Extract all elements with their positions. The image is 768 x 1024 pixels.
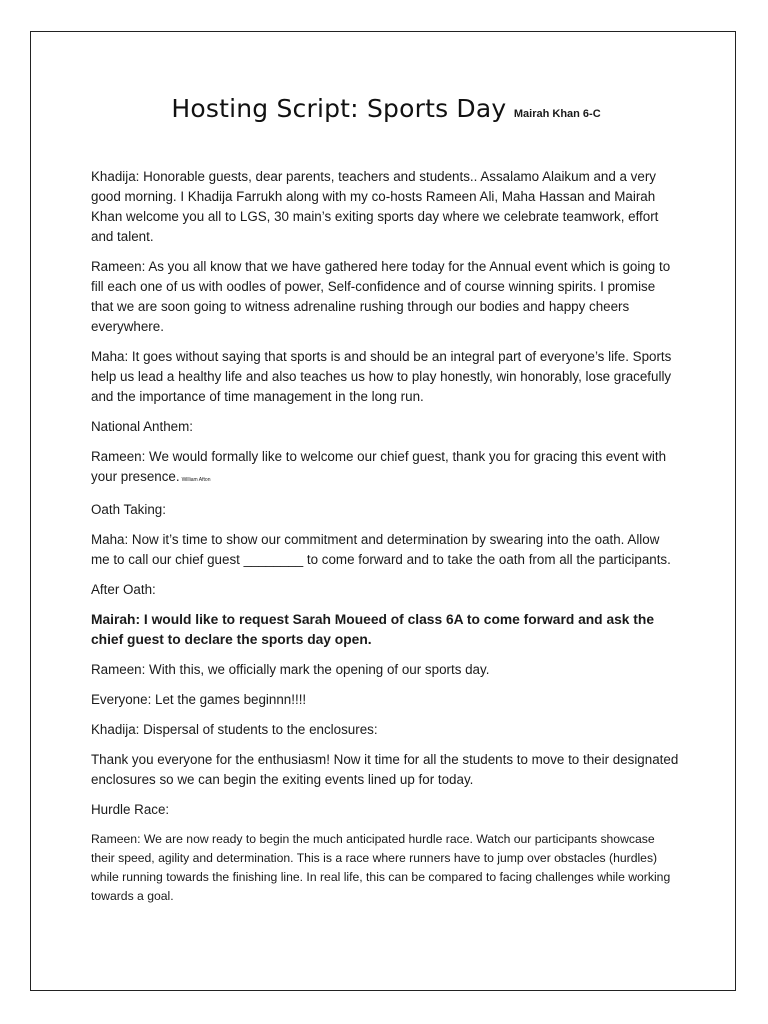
paragraph-everyone: Everyone: Let the games beginnn!!!! (91, 692, 307, 707)
author-label: Mairah Khan 6-C (513, 108, 601, 120)
paragraph-oath: Maha: Now it’s time to show our commitment and determination by swearing into the oath. Allow me to call our chief guest ________ to come forward and to take the oath from all the participants. (91, 532, 671, 567)
paragraph-khadija-intro: Khadija: Honorable guests, dear parents, teachers and students.. Assalamo Alaikum and a very good morning. I Khadija Farrukh along with my co-hosts Rameen Ali, Maha Hassan and Mairah Khan welcome you all to LGS, 30 main’s exiting sports day where we celebrate teamwork, effort and talent. (91, 169, 659, 244)
paragraph-maha-intro: Maha: It goes without saying that sports is and should be an integral part of everyone’s life. Sports help us lead a healthy life and also teaches us how to play honestly, win honorably, lose gracefully and the importance of time management in the long run. (91, 349, 672, 404)
heading-dispersal: Khadija: Dispersal of students to the enclosures: (91, 722, 378, 737)
welcome-guest-text: Rameen: We would formally like to welcome our chief guest, thank you for gracing this event with your presence. (91, 449, 667, 484)
tiny-note: William Afton (181, 477, 211, 483)
paragraph-rameen-intro: Rameen: As you all know that we have gathered here today for the Annual event which is going to fill each one of us with oodles of power, Self-confidence and of course winning spirits. I promise that we are soon going to witness adrenaline rushing through our bodies and happy cheers everywhere. (91, 259, 671, 334)
document-content (91, 32, 681, 906)
paragraph-mairah-request: Mairah: I would like to request Sarah Moueed of class 6A to come forward and ask the chief guest to declare the sports day open. (91, 612, 654, 647)
heading-national-anthem: National Anthem: (91, 419, 193, 434)
paragraph-thank-you: Thank you everyone for the enthusiasm! Now it time for all the students to move to their designated enclosures so we can begin the exiting events lined up for today. (91, 752, 679, 787)
paragraph-hurdle-race: Rameen: We are now ready to begin the much anticipated hurdle race. Watch our participants showcase their speed, agility and determination. This is a race where runners have to jump over obstacles (hurdles) while running towards the finishing line. In real life, this can be compared to facing challenges while working towards a goal. (91, 832, 671, 903)
heading-after-oath: After Oath: (91, 582, 156, 597)
heading-hurdle-race: Hurdle Race: (91, 802, 170, 817)
paragraph-welcome-guest (91, 447, 681, 490)
heading-oath-taking: Oath Taking: (91, 502, 166, 517)
document-title: Hosting Script: Sports Day (171, 94, 507, 123)
document-page (30, 31, 736, 991)
title-row (91, 94, 681, 123)
paragraph-opening: Rameen: With this, we officially mark the opening of our sports day. (91, 662, 490, 677)
